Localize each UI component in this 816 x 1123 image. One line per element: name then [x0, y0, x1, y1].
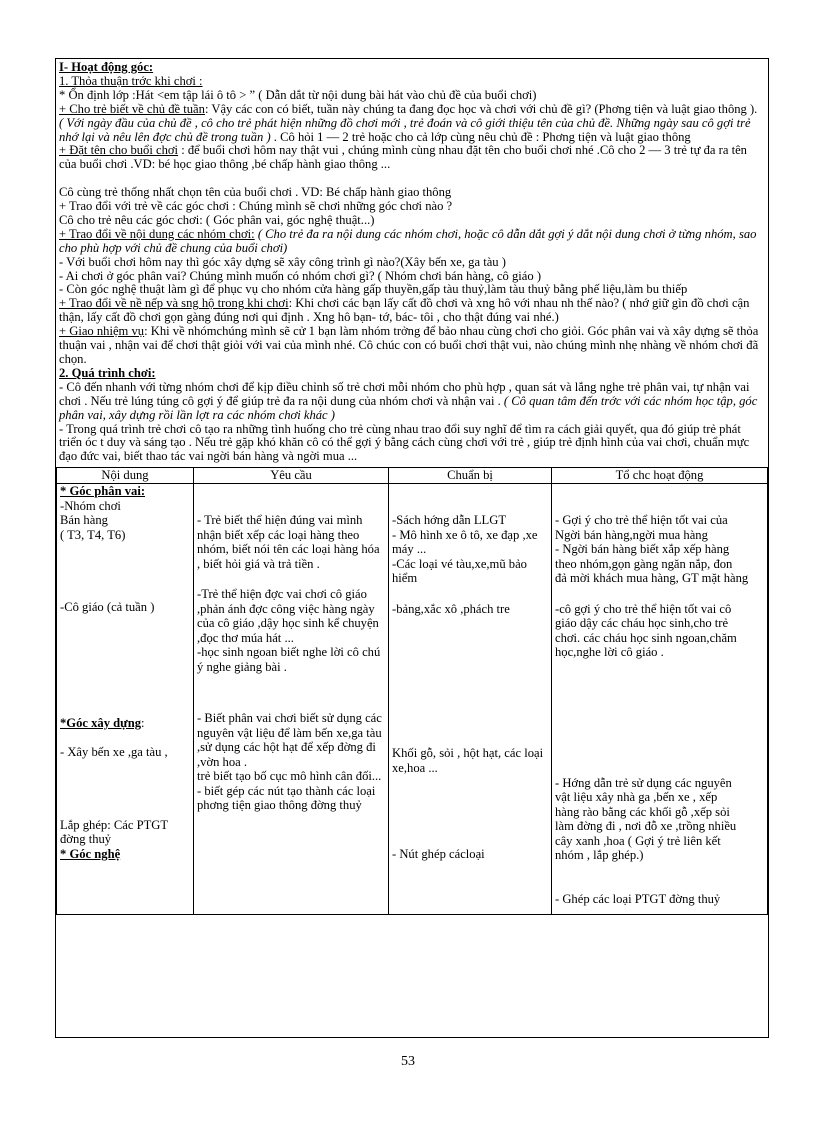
list-item: - biết gép các nút tạo thành các loại phơng tiện giao thông đờng thuỷ [197, 783, 376, 813]
list-item: cây xanh ,hoa ( Gợi ý trẻ liên kết [555, 833, 721, 848]
intro-section [56, 59, 768, 464]
paragraph: - Trong quá trình trẻ chơi cô tạo ra những tình huống cho trẻ cùng nhau trao đổi suy nghĩ để tìm ra cách giải quyết, qua đó giúp trẻ phát triển óc t duy và sáng tạo . Nếu trẻ gặp khó khăn cô có thể gợi ý bằng cách cùng chơi với trẻ , giúp trẻ định hình của vai chơi, chuẩn mực đạo đức vai, biết thao tác vai ngời bán hàng và ngời mua ... [59, 421, 750, 464]
list-item: hàng rào bằng các khối gỗ ,xếp sỏi [555, 804, 730, 819]
header-content: Nội dung [57, 468, 194, 484]
paragraph: ( Với ngày đầu của chủ đề , cô cho trẻ phát hiện những đồ chơi mới , trẻ đoán và cô giới thiệu tên của chủ đề. Những ngày sau cô gợi trẻ nhớ lại và nêu lên đợc chủ đề trong tuần ) . Cô hỏi 1 — 2 trẻ hoặc cho cả lớp cùng nêu chủ đề : Phơng tiện và luật giao thông [59, 115, 751, 144]
list-item: trẻ biết tạo bố cục mô hình cân đối... [197, 769, 382, 784]
list-item: -Trẻ thể hiện đợc vai chơi cô giáo ,phản ánh đợc công việc hàng ngày của cô giáo ,dậy học sinh kể chuyện ,đọc thơ múa hát ... [197, 587, 379, 645]
paragraph: + Trao đổi về nội dung các nhóm chơi: ( Cho trẻ đa ra nội dung các nhóm chơi, hoặc cô dẫn dắt gợi ý dắt nội dung chơi ở từng nhóm, sao cho phù hợp với chủ đề chung của buổi chơi) [59, 226, 757, 255]
list-item: - Gợi ý cho trẻ thể hiện tốt vai của [555, 513, 728, 528]
list-item: - Mô hình xe ô tô, xe đạp ,xe máy ... [392, 527, 538, 557]
corner-construction: *Góc xây dựng: [60, 715, 145, 730]
paragraph: + Trao đổi về nề nếp và sng hộ trong khi chơi: Khi chơi các bạn lấy cất đồ chơi và xng hô với nhau nh thế nào? ( nhớ giữ gìn đồ chơi cận thận, lấy cất đồ chơi gọn gàng đúng nơi qui định . Xng hô bạn- tớ, bác- tôi , cho thật đúng vai nhé.) [59, 296, 750, 325]
subheading-process: 2. Quá trình chơi: [59, 365, 156, 380]
table-row [57, 484, 768, 915]
list-item: - Xây bến xe ,ga tàu , [60, 745, 168, 760]
list-item: Khối gỗ, sỏi , hột hạt, các loại xe,hoa ... [392, 746, 544, 775]
list-item: chơi. các cháu học sinh ngoan,chăm [555, 630, 737, 645]
paragraph: - Cô đến nhanh với từng nhóm chơi để kịp điều chỉnh số trẻ chơi mỗi nhóm cho phù hợp , quan sát và lắng nghe trẻ phân vai, tự nhận vai chơi . Nếu trẻ lúng túng cô gợi ý để giúp trẻ đa ra nội dung của nhóm chơi và nhận vai . ( Cô quan tâm đến trớc với các nhóm học tập, góc phân vai, xây dựng rồi lần lợt ra các nhóm chơi khác ) [59, 379, 758, 422]
page-frame [55, 58, 769, 1038]
page-number: 53 [401, 1054, 415, 1069]
paragraph: + Cho trẻ biết về chủ đề tuần: Vậy các con có biết, tuần này chúng ta đang đọc học và chơi với chủ đề gì? (Phơng tiện và luật giao thông ). [59, 101, 758, 116]
content-cell [57, 484, 194, 915]
table-header-row [57, 468, 768, 484]
activity-table [56, 467, 768, 915]
section-heading: I- Hoạt động góc: [59, 60, 154, 74]
list-item: Lắp ghép: Các PTGT đờng thuỷ [60, 817, 168, 847]
list-item: -Cô giáo (cả tuần ) [60, 600, 155, 615]
list-item: theo nhóm,gọn gàng ngăn nắp, đon [555, 556, 733, 571]
list-item: - Nút ghép cácloại [392, 847, 485, 862]
subheading-agreement: 1. Thỏa thuận trớc khi chơi : [59, 73, 203, 88]
list-item: - Biết phân vai chơi biết sử dụng các nguyên vật liệu để làm bến xe,ga tàu ,sử dụng các hột hạt để xếp đờng đi ,vờn hoa . [197, 711, 382, 769]
list-item: nhóm , lắp ghép.) [555, 848, 644, 863]
paragraph: + Trao đổi với trẻ về các góc chơi : Chúng mình sẽ chơi những góc chơi nào ? [59, 199, 453, 214]
list-item: vật liệu xây nhà ga ,bến xe , xếp [555, 790, 718, 805]
paragraph: - Còn góc nghệ thuật làm gì để phục vụ cho nhóm cửa hàng gấp thuyền,gấp tàu thuỷ,làm tàu thuỷ bằng phế liệu,làm bu thiếp [59, 282, 688, 297]
paragraph: - Ai chơi ở góc phân vai? Chúng mình muốn có nhóm chơi gì? ( Nhóm chơi bán hàng, cô giáo ) [59, 268, 542, 283]
paragraph: Cô cho trẻ nêu các góc chơi: ( Góc phân vai, góc nghệ thuật...) [59, 212, 375, 227]
paragraph: + Giao nhiệm vụ: Khi về nhómchúng mình sẽ cử 1 bạn làm nhóm trởng để bảo nhau cùng chơi cho giỏi. Góc phân vai và xây dựng sẽ thỏa thuận vai , nhận vai để chơi thật giỏi với vai của mình nhé. Cô chúc con có buổi chơi thật vui, nào chúng mình nhẹ nhàng về nhóm chơi đã chọn. [59, 324, 759, 367]
list-item: Bán hàng [60, 513, 108, 528]
list-item: học,nghe lời cô giáo . [555, 645, 664, 660]
corner-art: * Góc nghệ [60, 846, 121, 861]
header-requirement: Yêu cầu [194, 468, 389, 484]
list-item: -Nhóm chơi [60, 498, 121, 513]
list-item: - Ngời bán hàng biết xắp xếp hàng [555, 542, 730, 557]
header-preparation: Chuẩn bị [389, 468, 552, 484]
list-item: - Hớng dẫn trẻ sử dụng các nguyên [555, 775, 732, 790]
list-item: -Các loại vé tàu,xe,mũ bảo hiểm [392, 556, 527, 586]
paragraph: Cô cùng trẻ thống nhất chọn tên của buổi chơi . VD: Bé chấp hành giao thông [59, 185, 452, 200]
paragraph: + Đặt tên cho buổi chơi : để buổi chơi hôm nay thật vui , chúng mình cùng nhau đặt tên cho buổi chơi nhé .Cô cho 2 — 3 trẻ tự đa ra tên của buổi chơi .VD: bé học giao thông ,bé chấp hành giao thông ... [59, 143, 747, 172]
list-item: -cô gợi ý cho trẻ thể hiện tốt vai cô [555, 601, 732, 616]
paragraph: * Ổn định lớp :Hát <em tập lái ô tô > ” ( Dẫn dắt từ nội dung bài hát vào chủ đề của buổi chơi) [59, 87, 537, 102]
requirement-cell [194, 484, 389, 915]
list-item: -Sách hớng dẫn LLGT [392, 513, 507, 528]
list-item: -học sinh ngoan biết nghe lời cô chú ý nghe giảng bài . [197, 645, 381, 674]
header-organization: Tổ chc hoạt động [552, 468, 768, 484]
corner-role-play: * Góc phân vai: [60, 484, 146, 499]
list-item: đả mời khách mua hàng, GT mặt hàng [555, 571, 749, 586]
list-item: - Ghép các loại PTGT đờng thuỷ [555, 891, 721, 906]
list-item: -bảng,xắc xô ,phách tre [392, 601, 510, 616]
list-item: ( T3, T4, T6) [60, 527, 126, 542]
preparation-cell [389, 484, 552, 915]
paragraph: - Với buổi chơi hôm nay thì góc xây dựng sẽ xây công trình gì nào?(Xây bến xe, ga tàu ) [59, 254, 506, 269]
list-item: Ngời bán hàng,ngời mua hàng [555, 527, 708, 542]
organization-cell [552, 484, 768, 915]
list-item: làm đờng đi , nơi đỗ xe ,trồng nhiều [555, 819, 737, 834]
list-item: - Trẻ biết thể hiện đúng vai mình nhận biết xếp các loại hàng theo nhóm, biết nói tên các loại hàng hóa , biết hỏi giá và trả tiền . [197, 513, 380, 571]
list-item: giáo dậy các cháu học sinh,cho trẻ [555, 616, 729, 631]
